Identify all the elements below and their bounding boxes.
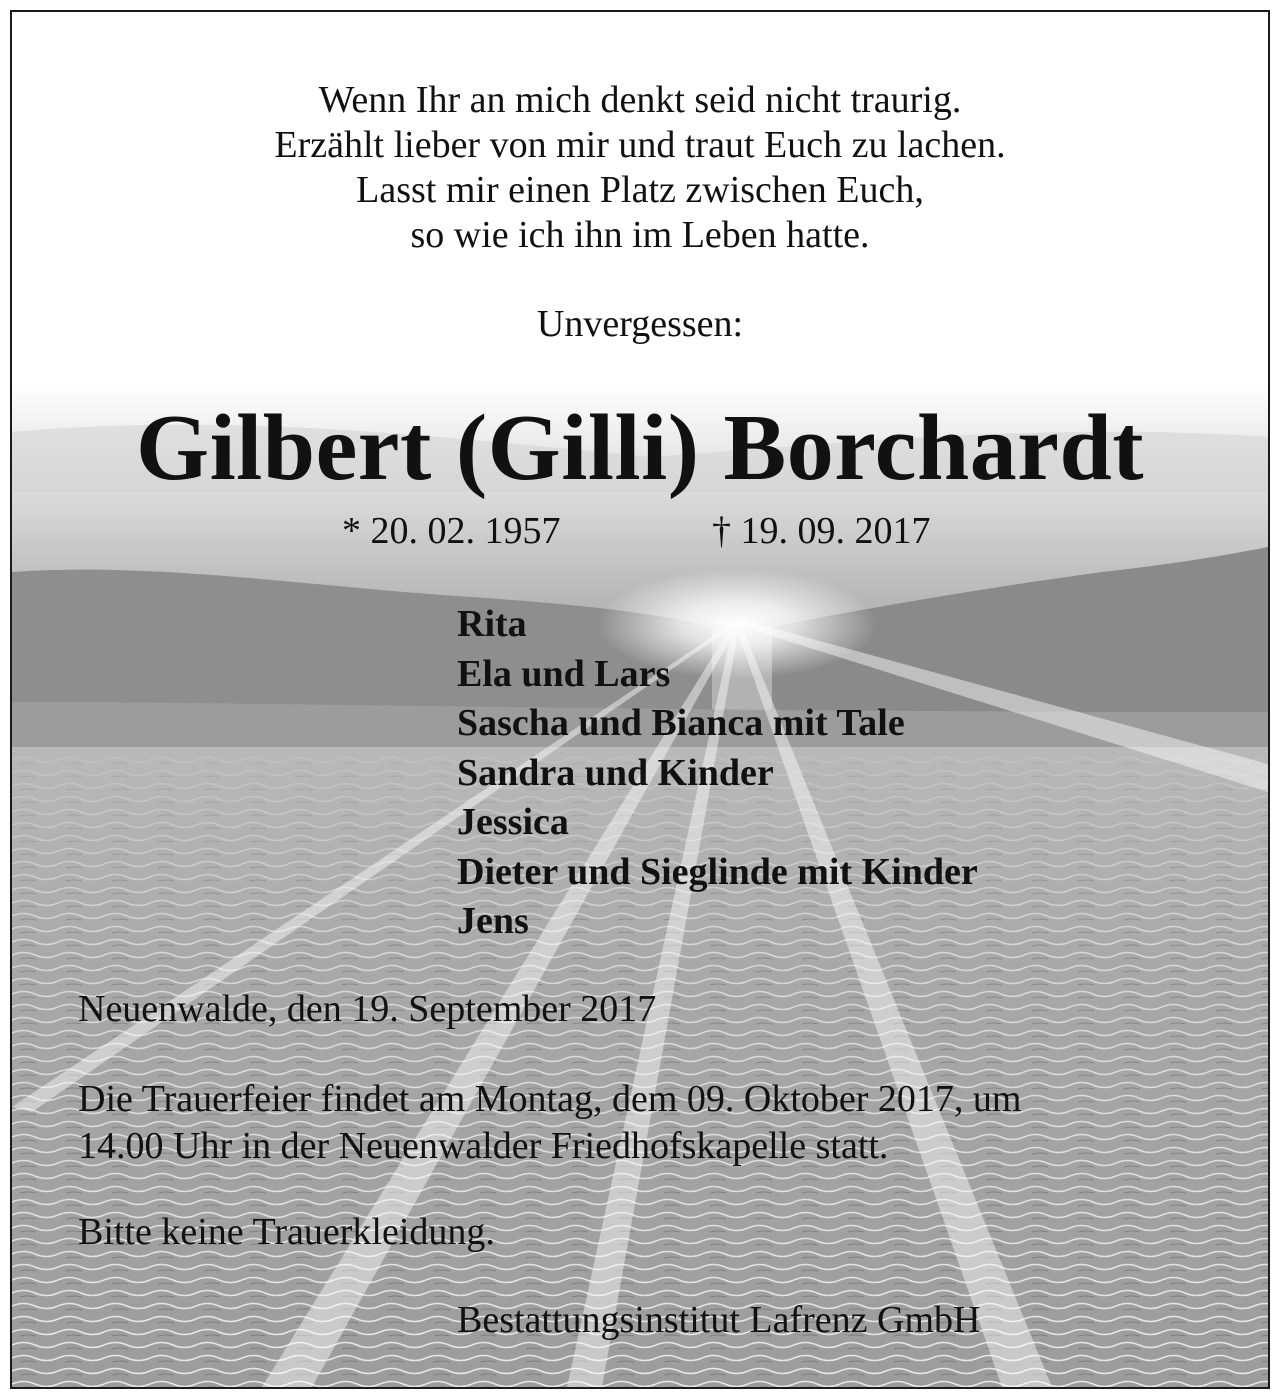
poem-line: Wenn Ihr an mich denkt seid nicht traurig.: [318, 79, 962, 121]
birth-date: * 20. 02. 1957: [342, 510, 561, 552]
obituary-notice: [10, 10, 1270, 1389]
place-and-date: Neuenwalde, den 19. September 2017: [78, 988, 657, 1030]
unvergessen-label: Unvergessen:: [536, 303, 744, 345]
poem-line: so wie ich ihn im Leben hatte.: [410, 214, 870, 256]
mourner-name: Jens: [457, 900, 529, 942]
mourner-name: Ela und Lars: [457, 652, 671, 695]
poem-line: Lasst mir einen Platz zwischen Euch,: [356, 169, 924, 211]
deceased-name: Gilbert (Gilli) Borchardt: [135, 396, 1145, 500]
service-line: 14.00 Uhr in der Neuenwalder Friedhofskapelle statt.: [78, 1125, 889, 1167]
poem-line: Erzählt lieber von mir und traut Euch zu lachen.: [274, 124, 1006, 166]
mourners-list: [457, 600, 978, 947]
mourner-name: Jessica: [457, 801, 569, 843]
funeral-home: Bestattungsinstitut Lafrenz GmbH: [457, 1299, 981, 1341]
dress-code-note: Bitte keine Trauerkleidung.: [78, 1211, 495, 1253]
mourner-name: Dieter und Sieglinde mit Kinder: [457, 850, 978, 893]
poem: [12, 78, 1268, 258]
funeral-service-info: [78, 1076, 1021, 1170]
mourner-name: Sandra und Kinder: [457, 751, 774, 794]
service-line: Die Trauerfeier findet am Montag, dem 09. Oktober 2017, um: [78, 1078, 1022, 1120]
mourner-name: Sascha und Bianca mit Tale: [457, 702, 905, 744]
mourner-name: Rita: [457, 603, 527, 645]
death-date: † 19. 09. 2017: [712, 510, 931, 552]
